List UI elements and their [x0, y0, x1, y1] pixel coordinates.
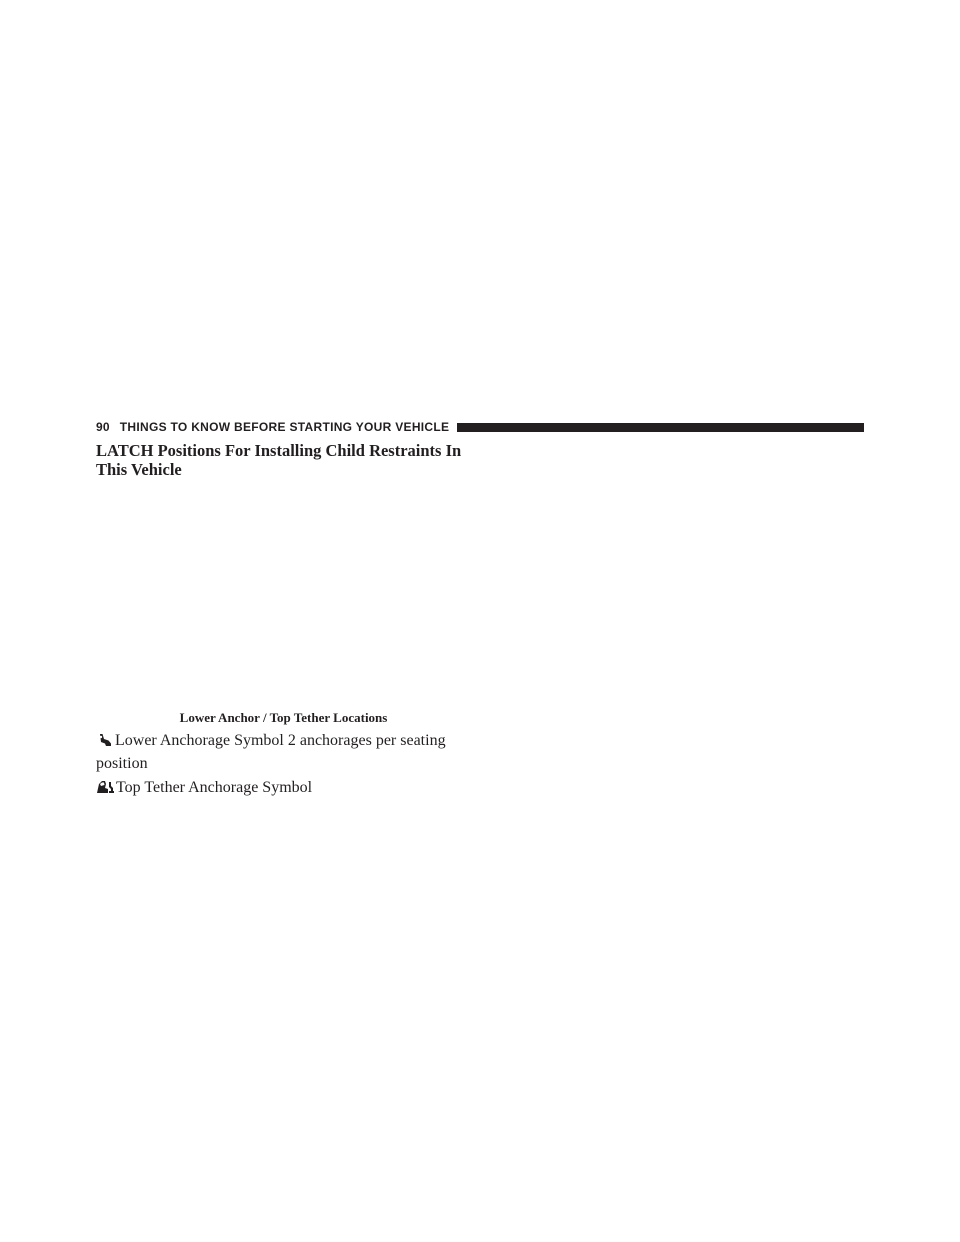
figure-caption: Lower Anchor / Top Tether Locations	[179, 710, 388, 725]
figure-placeholder	[96, 488, 486, 703]
legend-text-top-tether: Top Tether Anchorage Symbol	[116, 779, 313, 796]
legend-item-lower-anchorage	[96, 730, 486, 774]
legend-text-lower-anchorage: Lower Anchorage Symbol 2 anchorages per seating position	[96, 732, 446, 772]
section-title: THINGS TO KNOW BEFORE STARTING YOUR VEHICLE	[119, 420, 450, 434]
legend-item-top-tether	[96, 777, 486, 800]
header-rule	[457, 423, 864, 432]
lower-anchorage-symbol-icon	[98, 732, 112, 753]
top-tether-anchorage-symbol-icon	[96, 779, 114, 800]
section-heading: LATCH Positions For Installing Child Restraints In This Vehicle	[96, 441, 462, 479]
running-header	[96, 419, 864, 435]
page-number: 90	[96, 420, 110, 434]
